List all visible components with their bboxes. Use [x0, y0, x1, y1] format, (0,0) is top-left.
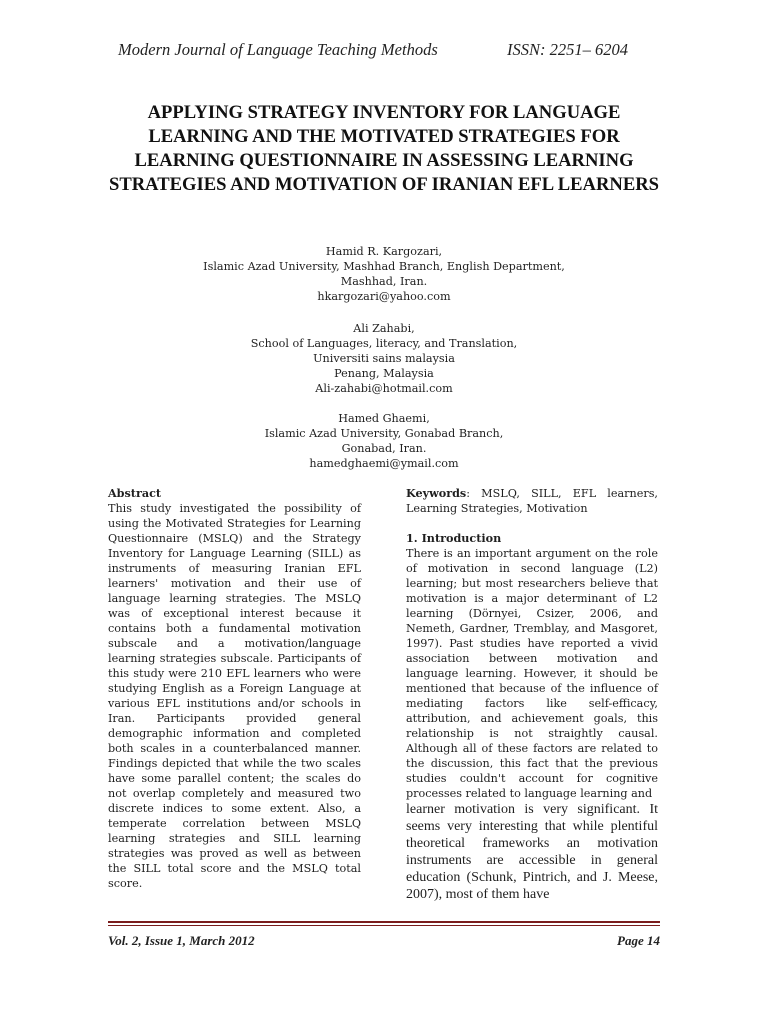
author-email: hamedghaemi@ymail.com — [309, 457, 459, 470]
volume-info: Vol. 2, Issue 1, March 2012 — [108, 933, 255, 948]
introduction-text-continued: learner motivation is very significant. It seems very interesting that while plentiful theoretical frameworks an motivation instruments are accessible in general education (Schunk, Pintrich, and J. Meese, 2007), most of them have — [406, 802, 658, 902]
footer-rule — [108, 921, 660, 923]
author-affiliation: Gonabad, Iran. — [341, 442, 427, 455]
right-column — [406, 486, 658, 903]
author-block — [150, 411, 618, 471]
introduction-text: There is an important argument on the role of motivation in second language (L2) learning; but most researchers believe that motivation is a major determinant of L2 learning (Dörnyei, Csizer, 2006, and Nemeth, Gardner, Tremblay, and Masgoret, 1997). Past studies have reported a vivid association between motivation and language learning. However, it should be mentioned that because of the influence of mediating factors like self-efficacy, attribution, and achievement goals, this relationship is not straightly causal. Although all of these factors are related to the discussion, this fact that the previous studies couldn't account for cognitive processes related to language learning and — [406, 547, 658, 800]
author-name: Hamed Ghaemi, — [338, 412, 430, 425]
abstract-text: This study investigated the possibility of using the Motivated Strategies for Learning Questionnaire (MSLQ) and the Strategy Inventory for Language Learning (SILL) as instruments of measuring Iranian EFL learners' motivation and their use of language learning strategies. The MSLQ was of exceptional interest because it contains both a fundamental motivation subscale and a motivation/language learning strategies subscale. Participants of this study were 210 EFL learners who were studying English as a Foreign Language at various EFL institutions and/or schools in Iran. Participants provided general demographic information and completed both scales in a counterbalanced manner. Findings depicted that while the two scales have some parallel content; the scales do not overlap completely and measured two discrete indices to some extent. Also, a temperate correlation between MSLQ learning strategies and SILL learning strategies was proved as well as between the SILL total score and the MSLQ total score. — [108, 502, 361, 890]
footer-rule-thin — [108, 925, 660, 926]
author-block — [150, 244, 618, 304]
author-name: Hamid R. Kargozari, — [325, 245, 443, 258]
author-email: hkargozari@yahoo.com — [317, 290, 451, 303]
author-affiliation: Penang, Malaysia — [334, 367, 434, 380]
introduction-heading: 1. Introduction — [406, 531, 502, 545]
journal-name: Modern Journal of Language Teaching Methods — [118, 40, 438, 59]
author-affiliation: School of Languages, literacy, and Translation, — [250, 337, 518, 350]
keywords-label: Keywords — [406, 486, 467, 500]
keywords-text: : MSLQ, SILL, EFL learners, Learning Strategies, Motivation — [406, 487, 658, 515]
author-name: Ali Zahabi, — [353, 322, 415, 335]
paper-title: APPLYING STRATEGY INVENTORY FOR LANGUAGE LEARNING AND THE MOTIVATED STRATEGIES FOR LEARNING QUESTIONNAIRE IN ASSESSING LEARNING STRATEGIES AND MOTIVATION OF IRANIAN EFL LEARNERS — [108, 102, 659, 195]
page-number: Page 14 — [617, 933, 660, 948]
author-affiliation: Universiti sains malaysia — [313, 352, 455, 365]
abstract-column — [108, 486, 361, 891]
author-block — [150, 321, 618, 396]
author-affiliation: Islamic Azad University, Gonabad Branch, — [264, 427, 504, 440]
issn: ISSN: 2251– 6204 — [507, 40, 628, 59]
abstract-heading: Abstract — [108, 486, 162, 500]
keywords — [406, 486, 658, 516]
running-header — [0, 40, 768, 64]
author-affiliation: Islamic Azad University, Mashhad Branch, English Department, — [203, 260, 565, 273]
author-email: Ali-zahabi@hotmail.com — [315, 382, 453, 395]
author-affiliation: Mashhad, Iran. — [340, 275, 428, 288]
